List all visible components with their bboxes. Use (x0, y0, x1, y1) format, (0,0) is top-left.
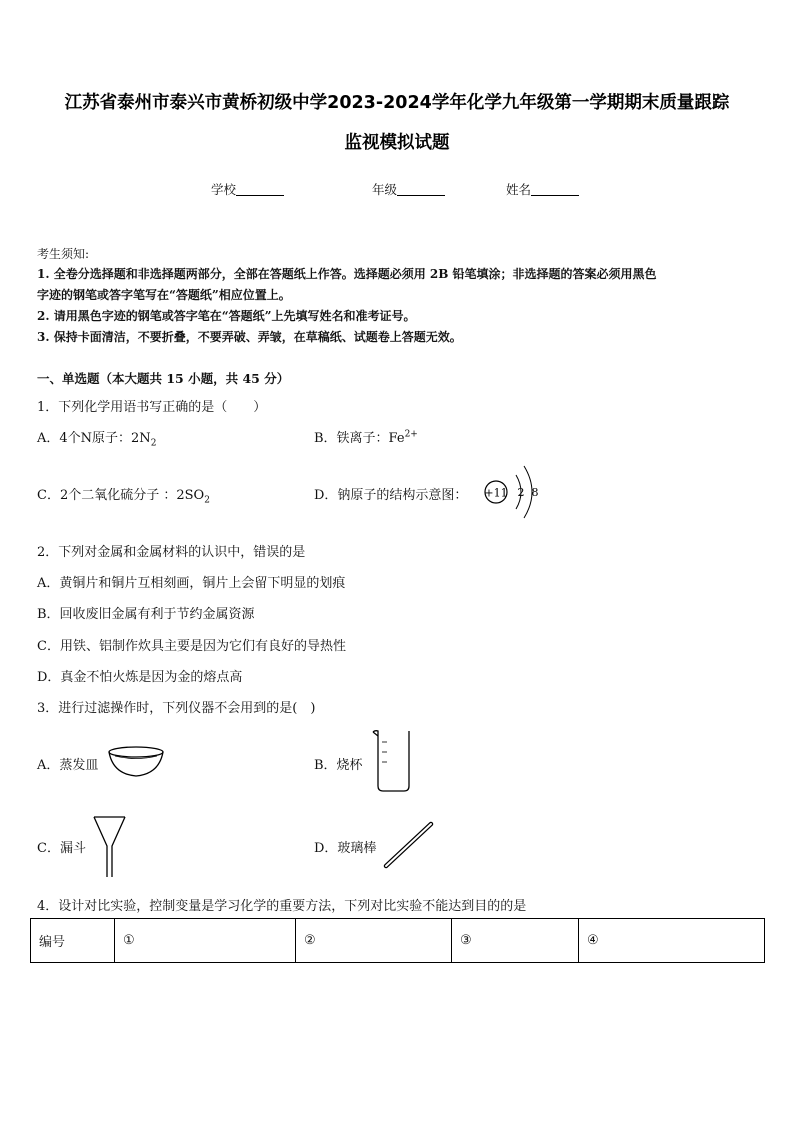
q1-option-a: A．4个N原子：$2N_2$ (37, 431, 157, 449)
q1-option-d: D．钠原子的结构示意图： (314, 488, 468, 503)
name-blank (531, 183, 579, 196)
shell-1-electrons: 2 (517, 486, 525, 499)
table-cell: 编号 (31, 919, 115, 963)
table-cell: ③ (452, 919, 579, 963)
name-label: 姓名 (506, 182, 532, 197)
grade-label: 年级 (372, 182, 398, 197)
note-item: 3. 保持卡面清洁，不要折叠，不要弄破、弄皱，在草稿纸、试题卷上答题无效。 (37, 330, 462, 344)
exam-title-line1: 江苏省泰州市泰兴市黄桥初级中学2023-2024学年化学九年级第一学期期末质量跟踪 (64, 93, 730, 113)
name-field (506, 180, 579, 198)
q2-option-a: A．黄铜片和铜片互相刻画，铜片上会留下明显的划痕 (37, 576, 346, 591)
q1-option-b: B．铁离子：$Fe^{2+}$ (314, 429, 418, 446)
q2-stem: 2．下列对金属和金属材料的认识中，错误的是 (37, 545, 306, 560)
q1-option-c: C．2个二氧化硫分子 ：$2SO_2$ (37, 488, 210, 506)
funnel-icon (92, 814, 128, 880)
evaporating-dish-icon (105, 744, 167, 780)
exam-title-line2: 监视模拟试题 (344, 133, 450, 153)
table-cell: ① (115, 919, 296, 963)
school-label: 学校 (211, 182, 237, 197)
beaker-icon (370, 728, 416, 794)
q2-option-c: C．用铁、铝制作炊具主要是因为它们有良好的导热性 (37, 639, 346, 654)
table-row (31, 919, 765, 963)
note-item: 2. 请用黑色字迹的钢笔或答字笔在“答题纸”上先填写姓名和准考证号。 (37, 309, 416, 323)
q4-stem: 4．设计对比实验，控制变量是学习化学的重要方法，下列对比实验不能达到目的的是 (37, 899, 527, 914)
q1-stem: 1．下列化学用语书写正确的是（ ） (37, 400, 267, 415)
q2-option-b: B．回收废旧金属有利于节约金属资源 (37, 607, 255, 622)
table-cell: ② (296, 919, 452, 963)
grade-field (372, 180, 445, 198)
shell-2-electrons: 8 (531, 486, 539, 499)
note-item: 字迹的钢笔或答字笔写在“答题纸”相应位置上。 (37, 288, 291, 302)
q3-option-b: B．烧杯 (314, 758, 363, 773)
q3-stem: 3．进行过滤操作时，下列仪器不会用到的是( ) (37, 701, 316, 716)
nucleus-charge: +11 (484, 486, 508, 500)
school-field (211, 180, 284, 198)
sodium-atom-structure-diagram (480, 462, 550, 524)
q4-experiment-table (30, 918, 765, 963)
note-item: 1. 全卷分选择题和非选择题两部分，全部在答题纸上作答。选择题必须用 2B 铅笔填涂；非选择题的答案必须用黑色 (37, 267, 657, 281)
school-blank (236, 183, 284, 196)
grade-blank (397, 183, 445, 196)
notes-heading: 考生须知: (37, 247, 90, 261)
q3-option-c: C．漏斗 (37, 841, 86, 856)
q2-option-d: D．真金不怕火炼是因为金的熔点高 (37, 670, 243, 685)
glass-rod-icon (382, 820, 436, 870)
section-heading: 一、单选题（本大题共 15 小题，共 45 分） (37, 371, 290, 386)
q3-option-a: A．蒸发皿 (37, 758, 99, 773)
q3-option-d: D．玻璃棒 (314, 841, 377, 856)
table-cell: ④ (579, 919, 765, 963)
